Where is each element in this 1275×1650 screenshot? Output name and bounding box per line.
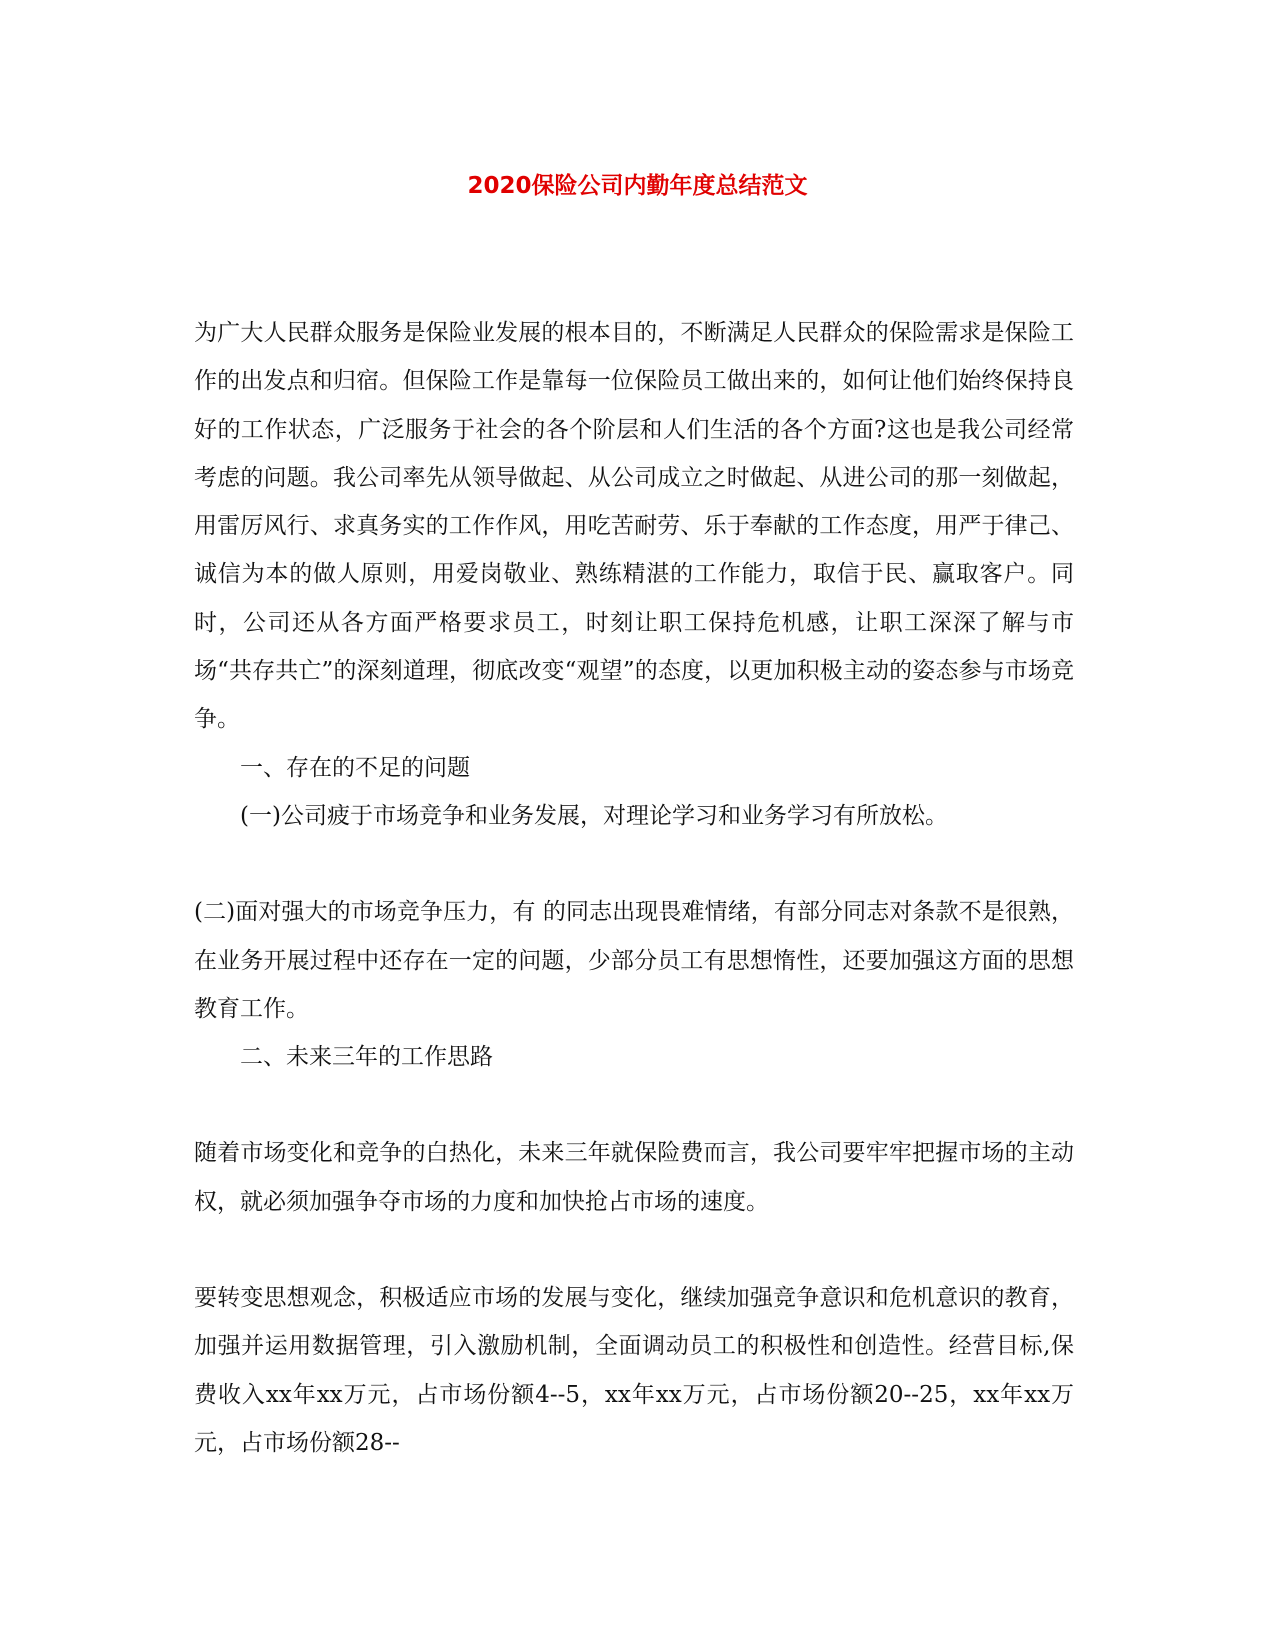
document-title: 2020保险公司内勤年度总结范文 [467,173,808,199]
section-heading-1: 一、存在的不足的问题 [240,754,470,781]
document-body [194,309,1074,1467]
plan-paragraph-1: 随着市场变化和竞争的白热化，未来三年就保险费而言，我公司要牢牢把握市场的主动权，就必须加强争夺市场的力度和加快抢占市场的速度。 [194,1140,1074,1215]
issue-item-1: (一)公司疲于市场竞争和业务发展，对理论学习和业务学习有所放松。 [240,802,948,829]
plan-paragraph-2: 要转变思想观念，积极适应市场的发展与变化，继续加强竞争意识和危机意识的教育，加强并运用数据管理，引入激励机制，全面调动员工的积极性和创造性。经营目标,保费收入xx年xx万元，占市场份额4--5，xx年xx万元，占市场份额20--25，xx年xx万元，占市场份额28-- [194,1285,1074,1456]
issue-item-2: (二)面对强大的市场竞争压力，有 的同志出现畏难情绪，有部分同志对条款不是很熟，在业务开展过程中还存在一定的问题，少部分员工有思想惰性，还要加强这方面的思想教育工作。 [194,899,1074,1022]
intro-paragraph: 为广大人民群众服务是保险业发展的根本目的，不断满足人民群众的保险需求是保险工作的出发点和归宿。但保险工作是靠每一位保险员工做出来的，如何让他们始终保持良好的工作状态，广泛服务于社会的各个阶层和人们生活的各个方面?这也是我公司经常考虑的问题。我公司率先从领导做起、从公司成立之时做起、从进公司的那一刻做起，用雷厉风行、求真务实的工作作风，用吃苦耐劳、乐于奉献的工作态度，用严于律己、诚信为本的做人原则，用爱岗敬业、熟练精湛的工作能力，取信于民、赢取客户。同时，公司还从各方面严格要求员工，时刻让职工保持危机感，让职工深深了解与市场“共存共亡”的深刻道理，彻底改变“观望”的态度，以更加积极主动的姿态参与市场竞争。 [194,320,1074,733]
section-heading-2: 二、未来三年的工作思路 [240,1044,493,1071]
